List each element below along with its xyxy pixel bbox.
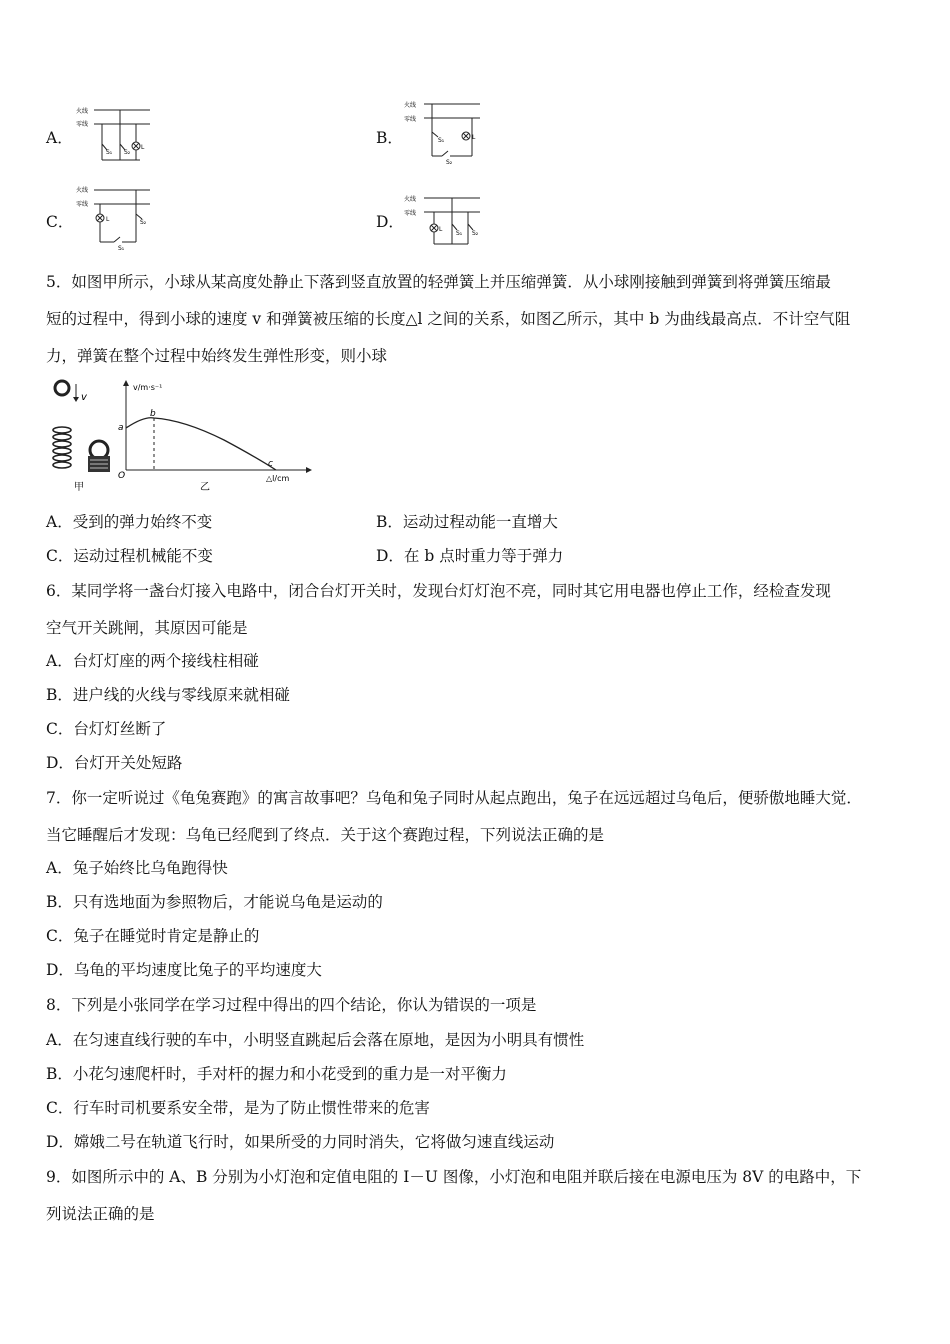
q5-stem-line2: 短的过程中，得到小球的速度 v 和弹簧被压缩的长度△l 之间的关系，如图乙所示，其中 b 为曲线最高点．不计空气阻 [46,310,851,328]
figure-caption-jia: 甲 [74,482,84,493]
q5-option-b: B．运动过程动能一直增大 [376,513,558,531]
q7-stem-line2: 当它睡醒后才发现：乌龟已经爬到了终点．关于这个赛跑过程，下列说法正确的是 [46,826,605,844]
q8-option-c: C．行车时司机要系安全带，是为了防止惯性带来的危害 [46,1099,430,1117]
neutral-wire-label: 零线 [404,116,417,123]
live-wire-label: 火线 [404,102,417,109]
q8-option-a: A．在匀速直线行驶的车中，小明竖直跳起后会落在原地，是因为小明具有惯性 [46,1031,585,1049]
q5-stem-line1: 5．如图甲所示，小球从某高度处静止下落到竖直放置的轻弹簧上并压缩弹簧．从小球刚接触到弹簧到将弹簧压缩最 [46,273,831,291]
q6-option-c: C．台灯灯丝断了 [46,720,167,738]
live-wire-label: 火线 [76,108,89,115]
q6-stem-line1: 6．某同学将一盏台灯接入电路中，闭合台灯开关时，发现台灯灯泡不亮，同时其它用电器也停止工作，经检查发现 [46,582,831,600]
q4-option-d-label: D． [376,213,404,231]
q7-option-c: C．兔子在睡觉时肯定是静止的 [46,927,260,945]
q7-option-d: D．乌龟的平均速度比兔子的平均速度大 [46,961,322,979]
q5-figure [44,378,314,500]
x-axis-label: △l/cm [266,474,290,483]
point-b-label: b [150,409,156,419]
switch-s2-label: S₂ [472,230,479,237]
switch-s2-label: S₂ [124,149,131,156]
origin-label: O [118,471,126,481]
q8-stem-line1: 8．下列是小张同学在学习过程中得出的四个结论，你认为错误的一项是 [46,996,537,1014]
y-axis-label: v/m·s⁻¹ [133,383,163,392]
q5-option-d: D．在 b 点时重力等于弹力 [376,547,564,565]
q8-option-d: D．嫦娥二号在轨道飞行时，如果所受的力同时消失，它将做匀速直线运动 [46,1133,555,1151]
q4-option-a-label: A． [46,129,73,147]
q4-option-d-circuit [402,192,484,256]
velocity-arrow-label: v [81,392,87,403]
q7-option-a: A．兔子始终比乌龟跑得快 [46,859,228,877]
figure-caption-yi: 乙 [200,482,210,493]
q6-option-a: A．台灯灯座的两个接线柱相碰 [46,652,259,670]
neutral-wire-label: 零线 [76,201,89,208]
q6-stem-line2: 空气开关跳闸，其原因可能是 [46,619,248,637]
switch-s1-label: S₁ [118,245,125,252]
velocity-curve [126,418,276,470]
spring-icon [53,427,71,468]
live-wire-label: 火线 [404,196,417,203]
switch-s2-label: S₂ [140,219,147,226]
q5-stem-line3: 力，弹簧在整个过程中始终发生弹性形变，则小球 [46,347,388,365]
switch-s1-label: S₁ [456,230,463,237]
q4-option-a-circuit [74,104,154,170]
switch-s1-label: S₁ [106,149,113,156]
q4-option-b-circuit [402,98,484,170]
point-c-label: c [268,459,273,469]
lamp-label: L [439,226,443,233]
lamp-label: L [106,216,110,223]
lamp-label: L [141,144,145,151]
q9-stem-line1: 9．如图所示中的 A、B 分别为小灯泡和定值电阻的 I－U 图像，小灯泡和电阻并联后接在电源电压为 8V 的电路中，下 [46,1168,862,1186]
live-wire-label: 火线 [76,187,89,194]
lamp-label: L [472,134,476,141]
q5-option-a: A．受到的弹力始终不变 [46,513,213,531]
q9-stem-line2: 列说法正确的是 [46,1205,155,1223]
q8-option-b: B．小花匀速爬杆时，手对杆的握力和小花受到的重力是一对平衡力 [46,1065,507,1083]
q4-option-c-circuit [74,184,154,256]
q7-stem-line1: 7．你一定听说过《龟兔赛跑》的寓言故事吧？乌龟和兔子同时从起点跑出，兔子在远远超过乌龟后，便骄傲地睡大觉． [46,789,862,807]
q4-option-c-label: C． [46,213,74,231]
switch-s1-label: S₁ [438,137,445,144]
ball-icon [55,381,69,395]
switch-s2-label: S₂ [446,159,453,166]
point-a-label: a [118,423,124,433]
q5-option-c: C．运动过程机械能不变 [46,547,213,565]
neutral-wire-label: 零线 [76,121,89,128]
q6-option-d: D．台灯开关处短路 [46,754,183,772]
ball-on-spring-icon [88,441,110,472]
neutral-wire-label: 零线 [404,210,417,217]
q4-option-b-label: B． [376,129,403,147]
q6-option-b: B．进户线的火线与零线原来就相碰 [46,686,290,704]
q7-option-b: B．只有选地面为参照物后，才能说乌龟是运动的 [46,893,383,911]
